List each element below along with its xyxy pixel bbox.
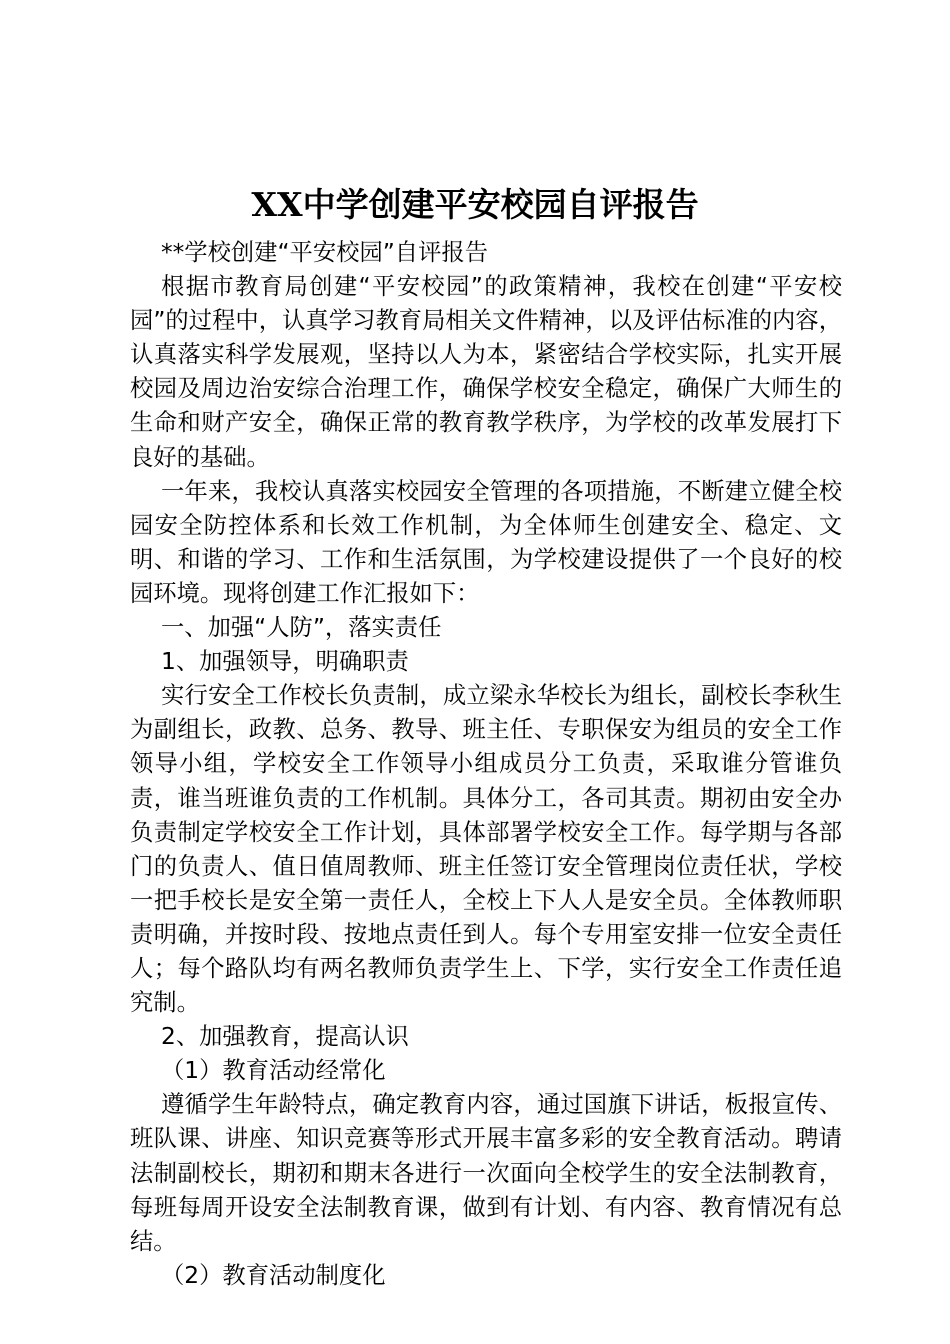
overview-paragraph: 一年来，我校认真落实校园安全管理的各项措施，不断建立健全校园安全防控体系和长效工作机制，为全体师生创建安全、稳定、文明、和谐的学习、工作和生活氛围，为学校建设提供了一个良好的校园环境。现将创建工作汇报如下： bbox=[130, 477, 842, 607]
subtitle-paragraph: **学校创建“平安校园”自评报告 bbox=[161, 239, 488, 266]
body-paragraph: 实行安全工作校长负责制，成立梁永华校长为组长，副校长李秋生为副组长，政教、总务、教导、班主任、专职保安为组员的安全工作领导小组，学校安全工作领导小组成员分工负责，采取谁分管谁负责，谁当班谁负责的工作机制。具体分工，各司其责。期初由安全办负责制定学校安全工作计划，具体部署学校安全工作。每学期与各部门的负责人、值日值周教师、班主任签订安全管理岗位责任状，学校一把手校长是安全第一责任人，全校上下人人是安全员。全体教师职责明确，并按时段、按地点责任到人。每个专用室安排一位安全责任人；每个路队均有两名教师负责学生上、下学，实行安全工作责任追究制。 bbox=[130, 682, 842, 1017]
subsection-heading: 1、加强领导，明确职责 bbox=[161, 648, 409, 676]
item-heading: （1）教育活动经常化 bbox=[161, 1057, 386, 1085]
body-paragraph: 遵循学生年龄特点，确定教育内容，通过国旗下讲话，板报宣传、班队课、讲座、知识竞赛等形式开展丰富多彩的安全教育活动。聘请法制副校长，期初和期末各进行一次面向全校学生的安全法制教育，每班每周开设安全法制教育课，做到有计划、有内容、教育情况有总结。 bbox=[130, 1091, 842, 1255]
document-title: XX中学创建平安校园自评报告 bbox=[251, 185, 699, 224]
document-body bbox=[130, 236, 842, 1293]
intro-paragraph: 根据市教育局创建“平安校园”的政策精神，我校在创建“平安校园”的过程中，认真学习教育局相关文件精神，以及评估标准的内容，认真落实科学发展观，坚持以人为本，紧密结合学校实际，扎实开展校园及周边治安综合治理工作，确保学校安全稳定，确保广大师生的生命和财产安全，确保正常的教育教学秩序，为学校的改革发展打下良好的基础。 bbox=[130, 273, 842, 471]
item-heading: （2）教育活动制度化 bbox=[161, 1261, 386, 1289]
section-heading: 一、加强“人防”，落实责任 bbox=[161, 614, 442, 642]
subsection-heading: 2、加强教育，提高认识 bbox=[161, 1023, 409, 1051]
